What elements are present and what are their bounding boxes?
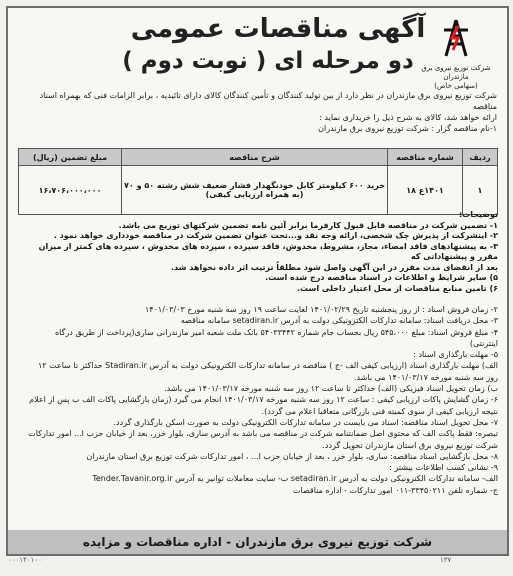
step-line: روز سه شنبه مورخه ۱۴۰۱/۰۳/۱۷ می باشد. xyxy=(353,372,498,382)
ad-footer: شرکت توزیع نیروی برق مازندران - اداره مناقصات و مزایده xyxy=(8,530,507,554)
company-logo xyxy=(419,16,493,91)
step-line: ۲- زمان فروش اسناد : از روز پنجشنبه تاریخ ۱۴۰۱/۰۲/۲۹ لغایت ساعت ۱۹ روز سه شنبه مورخ ۱۴۰۱/۰۳/۰۳ xyxy=(145,305,498,314)
intro-line: ۱-نام مناقصه گزار : شرکت توزیع نیروی برق مازندران xyxy=(318,124,497,133)
step-line: شرکت توزیع نیروی برق استان مازندران تحویل گردد. xyxy=(322,440,498,450)
note-item: ۵) سایر شرایط و اطلاعات در اسناد مناقصه درج شده است. xyxy=(265,273,498,282)
note-item: بعد از انقضای مدت مقرر در این آگهی واصل شود مطلقاً ترتیب اثر داده نخواهد شد. xyxy=(170,262,498,272)
step-line: ۶- زمان گشایش پاکات ارزیابی کیفی : ساعت ۱۲ روز سه شنبه مورخه ۱۴۰۱/۰۳/۱۷ انجام می گیرد (زمان بازگشایی پاکات الف ب پس از اعلام xyxy=(29,395,498,405)
notes-section xyxy=(18,210,498,294)
ad-title: آگهی مناقصات عمومی xyxy=(130,14,426,44)
step-line: ج- شماره تلفن ۳۳۴۵۰۲۱۱-۰۱۱ امور تدارکات - اداره مناقصات xyxy=(293,485,498,495)
note-item: ۳- به پیشنهادهای فاقد امضاء، مجاز، مشروط، مخدوش، فاقد سپرده ، سپرده های مخدوش ، سپرده های کمتر از میزان مقرر و پیشنهاداتی که xyxy=(38,241,498,261)
notes-title: توضیحات: xyxy=(458,210,498,219)
step-line: ۹- نشانی کسب اطلاعات بیشتر : xyxy=(389,463,498,473)
step-line: تبصره: فقط پاکت الف که محتوی اصل ضمانتنامه شرکت در مناقصه می باشد به آدرس ساری، بلوار خزر، بعد از خیابان حزب ا... امور تدارکات xyxy=(28,429,498,439)
logo-org-sub: (سهامی خاص) xyxy=(434,82,478,90)
step-line: الف) مهلت بارگذاری اسناد (ارزیابی کیفی الف -ج ) مناقصه در سامانه تدارکات الکترونیکی دولت به آدرس Stadiran.ir حداکثر تا ساعت ۱۲ xyxy=(37,361,498,371)
step-line: ۳- محل دریافت اسناد: سامانه تدارکات الکترونیکی دولت به آدرس setadiran.ir سامانه مناقصه xyxy=(180,316,498,326)
col-header-guarantee: مبلغ تضمین (ریال) xyxy=(19,149,122,166)
tender-table xyxy=(18,148,498,215)
step-line: ۷- محل تحویل اسناد مناقصه: اسناد می بایست در سامانه تدارکات الکترونیکی دولت به صورت اسکن بارگذاری گردد. xyxy=(113,417,498,427)
intro-line: ارائه خواهد شد، کالای به شرح ذیل را خریداری نماید : xyxy=(319,113,497,122)
step-line: ۵- مهلت بارگذاری اسناد : xyxy=(413,350,498,360)
step-line: اینترنتی) xyxy=(469,338,498,348)
step-line: ۸- محل بازگشایی اسناد مناقصه: ساری، بلوار خزر ، بعد از خیابان حزب ا... ، امور تدارکات شرکت توزیع برق استان مازندران xyxy=(86,451,498,461)
cell-tender-number: ۱۴۰۱ع ۱۸ xyxy=(388,166,463,215)
intro-text xyxy=(18,90,497,134)
note-item: ۲- اینشرکت از پذیرش چک شخصی، ارائه وجه نقد و...تحت عنوان تضمین شرکت در مناقصه خودداری خواهد نمود . xyxy=(53,231,498,240)
note-item: ۱- تضمین شرکت در مناقصه قابل قبول کارفرما برابر آئین نامه تضمین شرکتهای توزیع می باشد. xyxy=(118,220,498,230)
step-line: نتیجه ارزیابی کیفی از سوی کمیته فنی بازرگانی متعاقبا اعلام می گردد). xyxy=(261,406,498,416)
col-header-tender-number: شماره مناقصه xyxy=(388,149,463,166)
step-line: الف- سامانه تدارکات الکترونیکی دولت به آدرس setadiran.ir ب- سایت معاملات توانیر به آدرس Tender.Tavanir.org.ir xyxy=(92,474,498,484)
step-line: ۴- مبلغ فروش اسناد: مبلغ ۵۴۵،۰۰۰ ریال بحساب جام شماره ۵۴۰۳۳۴۴۲ بانک ملت شعبه امیر مازندرانی ساری(پرداخت از طریق درگاه xyxy=(54,327,498,337)
page-number: ۱۳۷ xyxy=(440,556,452,564)
note-item: ۶) تامین منابع مناقصات از محل اعتبار داخلی است. xyxy=(297,283,498,293)
advertisement-frame xyxy=(6,6,509,556)
steps-section xyxy=(18,304,498,496)
col-header-row-number: ردیف xyxy=(463,149,498,166)
power-tower-icon xyxy=(434,16,478,60)
intro-line: شرکت توزیع نیروی برق مازندران در نظر دارد از بین تولید کنندگان و تأمین کنندگان کالای دارای تائیدیه ، برابر الزامات فنی که بهمراه اسناد مناقصه xyxy=(39,91,497,111)
cell-guarantee: ۱۶،۷۰۶،۰۰۰،۰۰۰ xyxy=(19,166,122,215)
cell-description: خرید ۶۰۰ کیلومتر کابل خودنگهدار فشار ضعیف شش رشته ۵۰ و ۷۰ (به همراه ارزیابی کیفی) xyxy=(122,166,388,215)
logo-org-name: شرکت توزیع نیروی برق مازندران xyxy=(421,64,491,81)
stamp-code: ۰۰۰۱۴۰۱۰۰ xyxy=(8,556,42,564)
step-line: ب) زمان تحویل اسناد فیزیکی (الف) حداکثر تا ساعت ۱۲ روز سه شنبه مورخه ۱۴۰۱/۰۳/۱۷ می باشد. xyxy=(164,384,498,394)
cell-row-number: ۱ xyxy=(463,166,498,215)
ad-header xyxy=(8,8,507,92)
table-row xyxy=(19,166,498,215)
table-header-row xyxy=(19,149,498,166)
ad-subtitle: دو مرحله ای ( نوبت دوم ) xyxy=(122,48,414,74)
col-header-description: شرح مناقصه xyxy=(122,149,388,166)
